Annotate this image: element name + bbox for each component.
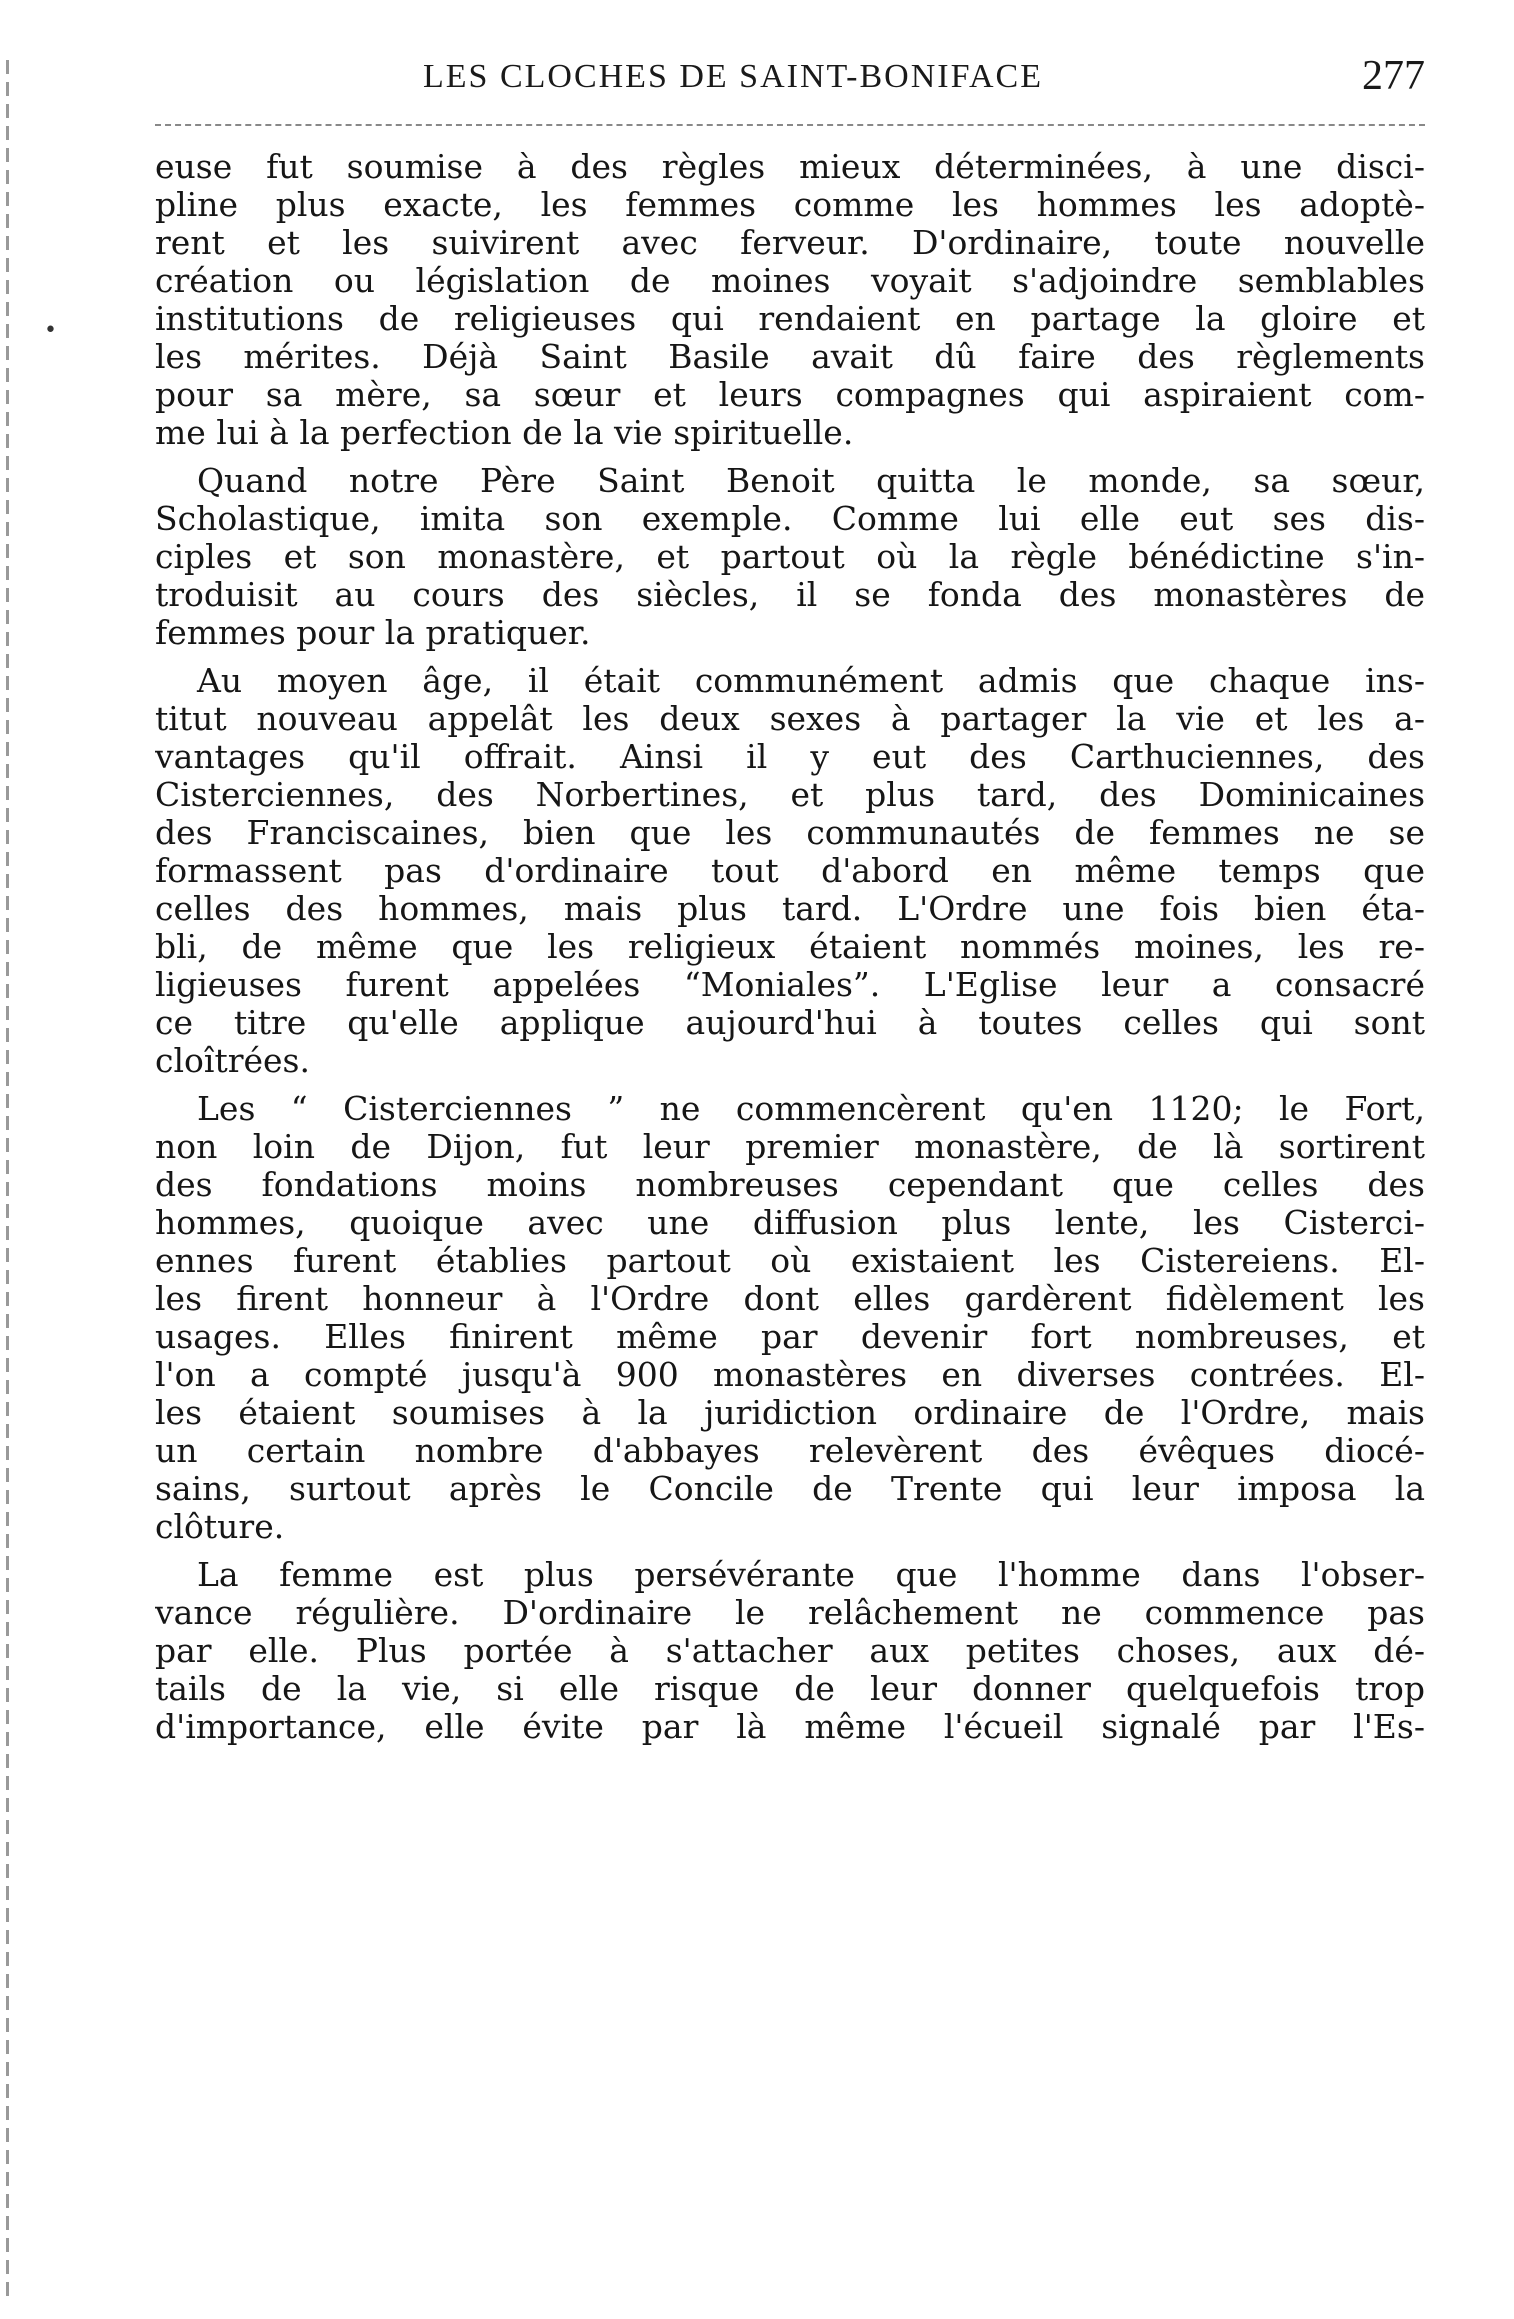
text-line: création ou législation de moines voyait s'adjoindre semblables	[155, 262, 1425, 300]
text-line: ciples et son monastère, et partout où la règle bénédictine s'in-	[155, 538, 1425, 576]
text-line: pour sa mère, sa sœur et leurs compagnes qui aspiraient com-	[155, 376, 1425, 414]
text-line: des fondations moins nombreuses cependant que celles des	[155, 1166, 1425, 1204]
body-text	[155, 148, 1425, 1756]
header-rule	[155, 124, 1425, 126]
text-line: cloîtrées.	[155, 1042, 310, 1080]
text-line: vantages qu'il offrait. Ainsi il y eut des Carthuciennes, des	[155, 738, 1425, 776]
text-line: La femme est plus persévérante que l'homme dans l'obser-	[197, 1556, 1425, 1594]
stray-ink-mark: •	[44, 318, 57, 343]
text-line: les firent honneur à l'Ordre dont elles gardèrent fidèlement les	[155, 1280, 1425, 1318]
text-line: titut nouveau appelât les deux sexes à partager la vie et les a-	[155, 700, 1425, 738]
paragraph-2	[155, 462, 1425, 652]
text-line: troduisit au cours des siècles, il se fonda des monastères de	[155, 576, 1425, 614]
page-number: 277	[1362, 53, 1425, 99]
text-line: ligieuses furent appelées “Moniales”. L'Eglise leur a consacré	[155, 966, 1425, 1004]
text-line: des Franciscaines, bien que les communautés de femmes ne se	[155, 814, 1425, 852]
text-line: Quand notre Père Saint Benoit quitta le monde, sa sœur,	[197, 462, 1425, 500]
text-line: vance régulière. D'ordinaire le relâchement ne commence pas	[155, 1594, 1425, 1632]
text-line: ennes furent établies partout où existaient les Cistereiens. El-	[155, 1242, 1425, 1280]
paragraph-3	[155, 662, 1425, 1080]
running-head: LES CLOCHES DE SAINT-BONIFACE	[423, 58, 1043, 95]
text-line: Les “ Cisterciennes ” ne commencèrent qu'en 1120; le Fort,	[197, 1090, 1425, 1128]
paragraph-4	[155, 1090, 1425, 1546]
text-line: d'importance, elle évite par là même l'écueil signalé par l'Es-	[155, 1708, 1425, 1746]
text-line: euse fut soumise à des règles mieux déterminées, à une disci-	[155, 148, 1425, 186]
text-line: hommes, quoique avec une diffusion plus lente, les Cisterci-	[155, 1204, 1425, 1242]
text-line: me lui à la perfection de la vie spirituelle.	[155, 414, 854, 452]
text-line: Cisterciennes, des Norbertines, et plus tard, des Dominicaines	[155, 776, 1425, 814]
text-line: l'on a compté jusqu'à 900 monastères en diverses contrées. El-	[155, 1356, 1425, 1394]
text-line: non loin de Dijon, fut leur premier monastère, de là sortirent	[155, 1128, 1425, 1166]
text-line: femmes pour la pratiquer.	[155, 614, 591, 652]
paragraph-5	[155, 1556, 1425, 1746]
text-line: pline plus exacte, les femmes comme les hommes les adoptè-	[155, 186, 1425, 224]
text-line: les mérites. Déjà Saint Basile avait dû faire des règlements	[155, 338, 1425, 376]
page-header	[155, 52, 1425, 108]
text-line: ce titre qu'elle applique aujourd'hui à toutes celles qui sont	[155, 1004, 1425, 1042]
text-line: institutions de religieuses qui rendaient en partage la gloire et	[155, 300, 1425, 338]
page-edge-shadow	[6, 60, 9, 2300]
text-line: Scholastique, imita son exemple. Comme lui elle eut ses dis-	[155, 500, 1425, 538]
text-line: un certain nombre d'abbayes relevèrent des évêques diocé-	[155, 1432, 1425, 1470]
text-line: sains, surtout après le Concile de Trente qui leur imposa la	[155, 1470, 1425, 1508]
text-line: Au moyen âge, il était communément admis que chaque ins-	[197, 662, 1425, 700]
text-line: les étaient soumises à la juridiction ordinaire de l'Ordre, mais	[155, 1394, 1425, 1432]
text-line: usages. Elles finirent même par devenir fort nombreuses, et	[155, 1318, 1425, 1356]
text-line: celles des hommes, mais plus tard. L'Ordre une fois bien éta-	[155, 890, 1425, 928]
text-line: tails de la vie, si elle risque de leur donner quelquefois trop	[155, 1670, 1425, 1708]
text-line: rent et les suivirent avec ferveur. D'ordinaire, toute nouvelle	[155, 224, 1425, 262]
text-line: clôture.	[155, 1508, 285, 1546]
paragraph-1	[155, 148, 1425, 452]
text-line: bli, de même que les religieux étaient nommés moines, les re-	[155, 928, 1425, 966]
text-line: formassent pas d'ordinaire tout d'abord en même temps que	[155, 852, 1425, 890]
text-line: par elle. Plus portée à s'attacher aux petites choses, aux dé-	[155, 1632, 1425, 1670]
